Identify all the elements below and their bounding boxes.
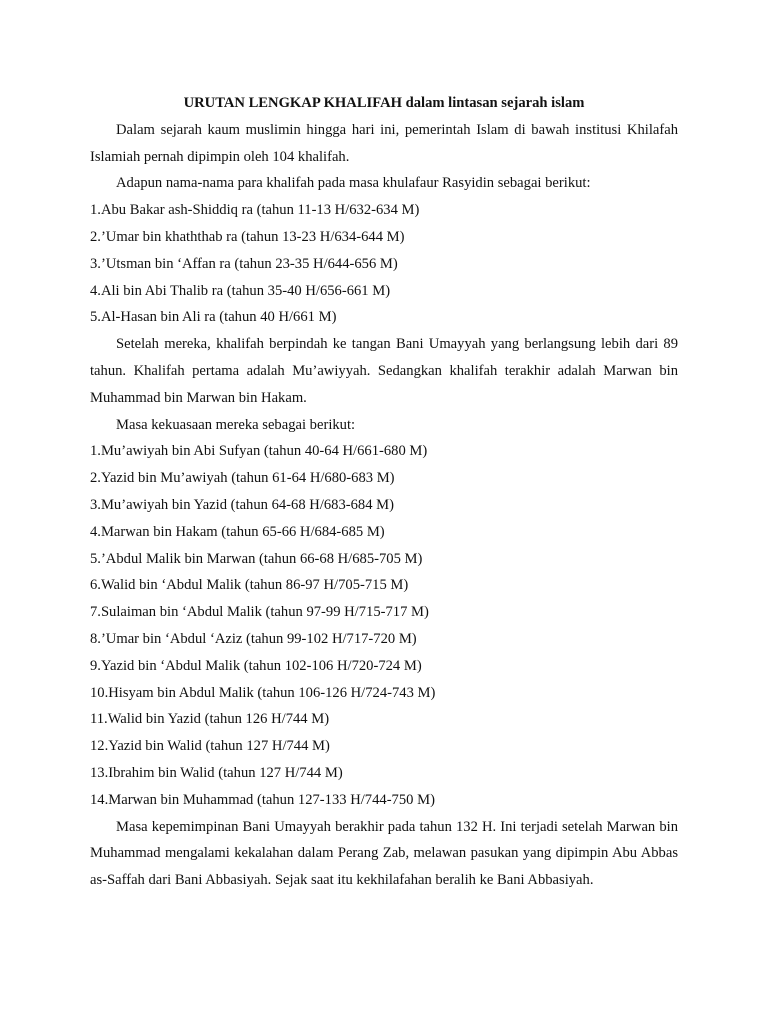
list-item: 6.Walid bin ‘Abdul Malik (tahun 86-97 H/705-715 M) bbox=[90, 577, 409, 594]
list-item: 7.Sulaiman bin ‘Abdul Malik (tahun 97-99 H/715-717 M) bbox=[90, 604, 429, 621]
list-item: 2.Yazid bin Mu’awiyah (tahun 61-64 H/680-683 M) bbox=[90, 470, 395, 487]
rasyidin-list bbox=[90, 197, 678, 331]
list-item: 12.Yazid bin Walid (tahun 127 H/744 M) bbox=[90, 738, 330, 755]
list-item: 5.Al-Hasan bin Ali ra (tahun 40 H/661 M) bbox=[90, 309, 337, 326]
umayyah-list-intro-paragraph: Masa kekuasaan mereka sebagai berikut: bbox=[116, 416, 356, 433]
document-page bbox=[90, 90, 678, 894]
document-title: URUTAN LENGKAP KHALIFAH dalam lintasan sejarah islam bbox=[183, 95, 585, 111]
umayyah-list bbox=[90, 438, 678, 813]
list-item: 5.’Abdul Malik bin Marwan (tahun 66-68 H/685-705 M) bbox=[90, 550, 423, 567]
list-item: 3.’Utsman bin ‘Affan ra (tahun 23-35 H/644-656 M) bbox=[90, 255, 398, 272]
list-item: 14.Marwan bin Muhammad (tahun 127-133 H/744-750 M) bbox=[90, 791, 435, 808]
rasyidin-intro-paragraph: Adapun nama-nama para khalifah pada masa khulafaur Rasyidin sebagai berikut: bbox=[116, 175, 591, 192]
intro-paragraph: Dalam sejarah kaum muslimin hingga hari ini, pemerintah Islam di bawah institusi Khilafah Islamiah pernah dipimpin oleh 104 khalifah. bbox=[90, 121, 678, 165]
list-item: 1.Mu’awiyah bin Abi Sufyan (tahun 40-64 H/661-680 M) bbox=[90, 443, 428, 460]
list-item: 10.Hisyam bin Abdul Malik (tahun 106-126 H/724-743 M) bbox=[90, 684, 436, 701]
closing-paragraph: Masa kepemimpinan Bani Umayyah berakhir pada tahun 132 H. Ini terjadi setelah Marwan bin Muhammad mengalami kekalahan dalam Perang Zab, melawan pasukan yang dipimpin Abu Abbas as-Saffah dari Bani Abbasiyah. Sejak saat itu kekhilafahan beralih ke Bani Abbasiyah. bbox=[90, 818, 678, 889]
list-item: 13.Ibrahim bin Walid (tahun 127 H/744 M) bbox=[90, 764, 343, 781]
list-item: 3.Mu’awiyah bin Yazid (tahun 64-68 H/683-684 M) bbox=[90, 496, 395, 513]
list-item: 4.Marwan bin Hakam (tahun 65-66 H/684-685 M) bbox=[90, 523, 385, 540]
list-item: 2.’Umar bin khaththab ra (tahun 13-23 H/634-644 M) bbox=[90, 228, 405, 245]
umayyah-intro-paragraph: Setelah mereka, khalifah berpindah ke tangan Bani Umayyah yang berlangsung lebih dari 89 tahun. Khalifah pertama adalah Mu’awiyyah. Sedangkan khalifah terakhir adalah Marwan bin Muhammad bin Marwan bin Hakam. bbox=[90, 336, 678, 406]
list-item: 1.Abu Bakar ash-Shiddiq ra (tahun 11-13 H/632-634 M) bbox=[90, 202, 420, 219]
list-item: 4.Ali bin Abi Thalib ra (tahun 35-40 H/656-661 M) bbox=[90, 282, 391, 299]
list-item: 8.’Umar bin ‘Abdul ‘Aziz (tahun 99-102 H/717-720 M) bbox=[90, 630, 417, 647]
list-item: 11.Walid bin Yazid (tahun 126 H/744 M) bbox=[90, 711, 330, 728]
list-item: 9.Yazid bin ‘Abdul Malik (tahun 102-106 H/720-724 M) bbox=[90, 657, 422, 674]
